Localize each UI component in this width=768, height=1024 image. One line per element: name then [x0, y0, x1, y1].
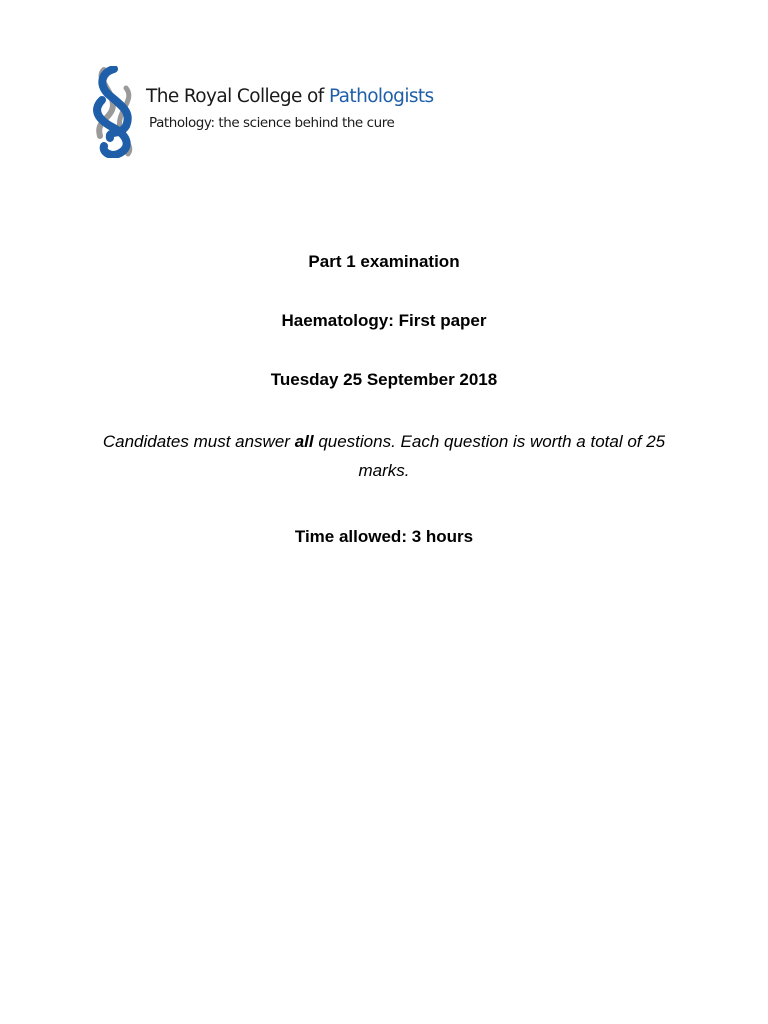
org-name	[146, 88, 434, 107]
org-tagline: Pathology: the science behind the cure	[149, 115, 395, 131]
exam-part-heading: Part 1 examination	[308, 252, 460, 271]
instructions-emphasis: all	[294, 432, 314, 451]
college-logo	[88, 66, 434, 158]
exam-paper-heading: Haematology: First paper	[281, 311, 487, 330]
exam-date: Tuesday 25 September 2018	[270, 370, 498, 389]
section-sign-logo-icon	[88, 66, 142, 158]
org-name-accent: Pathologists	[328, 86, 434, 107]
instructions-text-end: questions. Each question is worth a total of 25 marks.	[313, 432, 666, 480]
time-allowed: Time allowed: 3 hours	[294, 527, 474, 546]
instructions-text-start: Candidates must answer	[102, 432, 295, 451]
org-name-main: The Royal College of	[146, 86, 329, 107]
candidate-instructions	[84, 427, 684, 485]
